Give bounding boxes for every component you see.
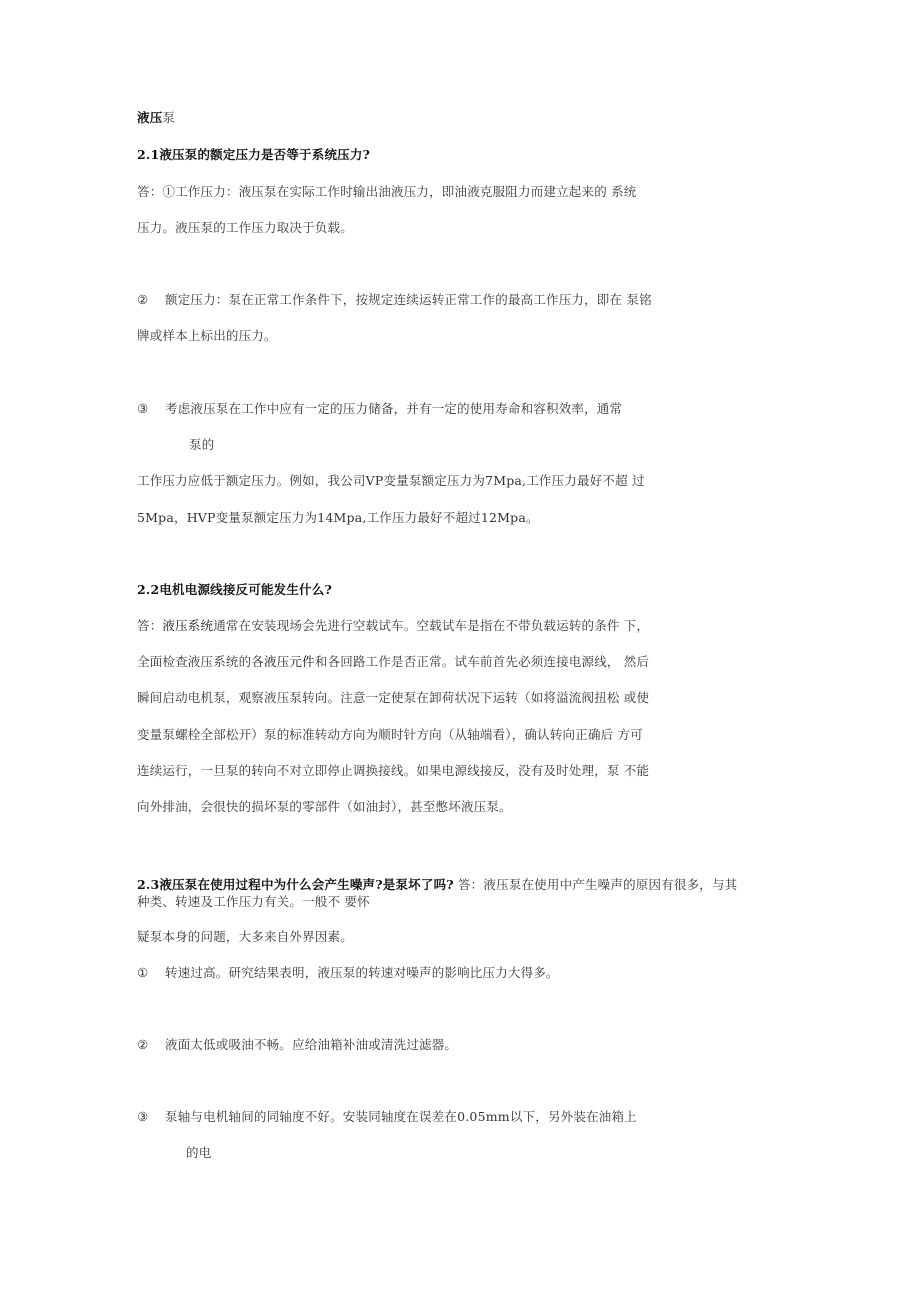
question-2-2: 2.2电机电源线接反可能发生什么? [137, 582, 332, 597]
answer-2-1-line-2: 压力。液压泵的工作压力取决于负载。 [137, 220, 353, 235]
noise-item-3-line-2: 的电 [186, 1145, 212, 1160]
pressure-reserve-line-4: 5Mpa，HVP变量泵额定压力为14Mpa,工作压力最好不超过12Mpa。 [137, 510, 539, 525]
noise-item-2 [137, 1037, 457, 1053]
pressure-reserve-text: 考虑液压泵在工作中应有一定的压力储备，并有一定的使用寿命和容积效率，通常 [165, 401, 623, 416]
answer-2-2-line-2 [137, 654, 649, 670]
rated-pressure-line-1 [137, 292, 652, 308]
noise-item-3-text: 泵轴与电机轴间的同轴度不好。安装同轴度在误差在0.05mm以下，另外装在油箱上 [165, 1109, 637, 1124]
answer-2-2-line-2-post: 和各回路工作是否正常。试车前首先必须连接电源线， 然后 [314, 654, 650, 669]
answer-2-2-line-2-pre: 全面检查液压系统的各 [137, 654, 265, 669]
noise-item-2-text: 液面太低或吸油不畅。应给油箱补油或清洗过滤器。 [165, 1037, 458, 1052]
answer-prefix: 答： [137, 618, 163, 633]
answer-2-2-line-3: 瞬间启动电机泵，观察液压泵转向。注意一定使泵在卸荷状况下运转（如将溢流阀扭松 或使 [137, 690, 650, 705]
pressure-reserve-line-2: 泵的 [189, 437, 215, 452]
answer-2-2-text: 通常在安装现场会先进行空载试车。空载试车是指在不带负载运转的条件 下， [213, 618, 650, 633]
circled-2-marker: ② [137, 1037, 149, 1052]
title-bold: 液压 [137, 110, 163, 125]
answer-2-3-line-3: 疑泵本身的问题，大多来自外界因素。 [137, 929, 353, 944]
question-2-3-bold: 2.3液压泵在使用过程中为什么会产生噪声?是泵坏了吗? [137, 877, 454, 892]
noise-item-1-text: 转速过高。研究结果表明，液压泵的转速对噪声的影响比压力大得多。 [165, 965, 559, 980]
question-2-3 [137, 877, 737, 893]
hydraulic-component-term: 液压元件 [264, 654, 315, 669]
circled-2-marker: ② [137, 292, 149, 307]
answer-2-2-line-6: 向外排油，会很快的损坏泵的零部件（如油封），甚至憋坏液压泵。 [137, 799, 512, 814]
answer-2-2-line-5: 连续运行，一旦泵的转向不对立即停止调换接线。如果电源线接反，没有及时处理，泵 不能 [137, 763, 650, 778]
title-rest: 泵 [162, 110, 176, 125]
pressure-reserve-line-1 [137, 401, 622, 417]
rated-pressure-line-2: 牌或样本上标出的压力。 [137, 328, 277, 343]
question-2-3-answer-start: 答：液压泵在使用中产生噪声的原因有很多，与其 [453, 877, 738, 892]
circled-3-marker: ③ [137, 1109, 149, 1124]
answer-2-3-line-2: 种类、转速及工作压力有关。一般不 要怀 [137, 894, 370, 909]
hydraulic-system-term: 液压系统 [162, 618, 214, 633]
noise-item-3 [137, 1109, 637, 1125]
pressure-reserve-line-3: 工作压力应低于额定压力。例如，我公司VP变量泵额定压力为7Mpa,工作压力最好不超 过 [137, 473, 645, 488]
circled-1-marker: ① [137, 965, 149, 980]
doc-title [137, 110, 175, 126]
rated-pressure-text: 额定压力：泵在正常工作条件下，按规定连续运转正常工作的最高工作压力，即在 泵铭 [165, 292, 652, 307]
noise-item-1 [137, 965, 559, 981]
answer-2-2-line-1 [137, 618, 649, 634]
question-2-1: 2.1液压泵的额定压力是否等于系统压力? [137, 147, 371, 162]
answer-2-1-line-1: 答：①工作压力：液压泵在实际工作时输出油液压力，即油液克服阻力而建立起来的 系统 [137, 184, 637, 199]
answer-2-2-line-4: 变量泵螺栓全部松开）泵的标准转动方向为顺时针方向（从轴端看），确认转向正确后 方可 [137, 727, 643, 742]
circled-3-marker: ③ [137, 401, 149, 416]
